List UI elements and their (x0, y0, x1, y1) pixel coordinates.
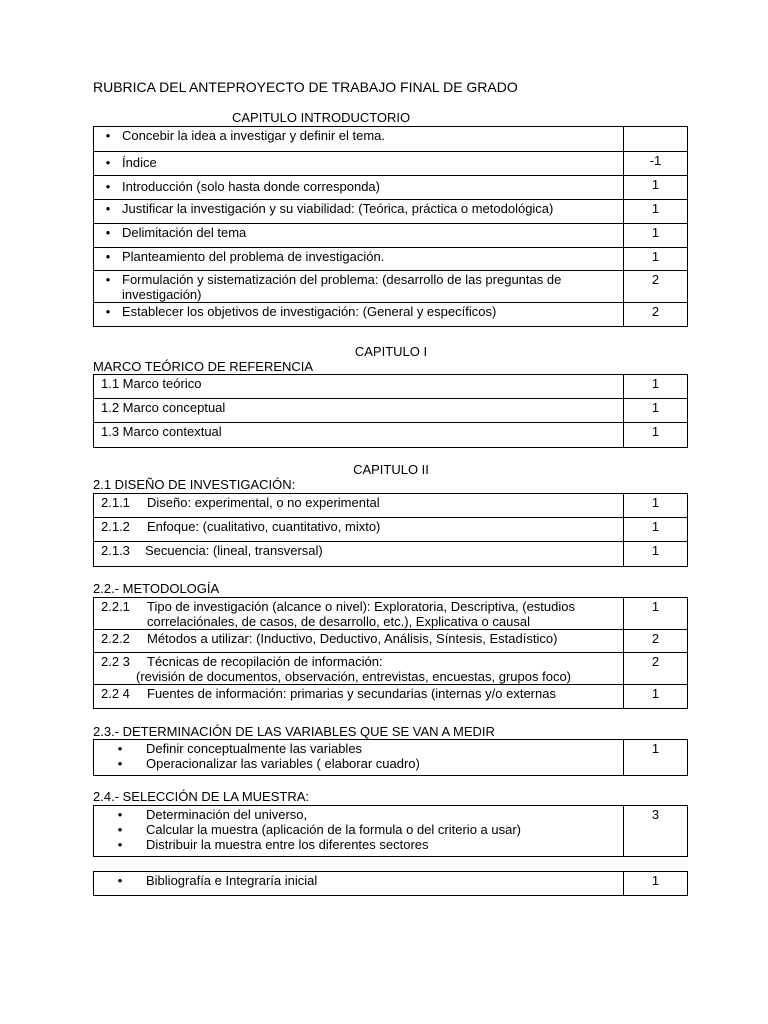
criterion-text: Formulación y sistematización del problema: (desarrollo de las preguntas de investigación) (122, 272, 562, 302)
list-item (94, 807, 623, 822)
cap2-subheading: 2.1 DISEÑO DE INVESTIGACIÓN: (93, 477, 296, 492)
criterion-text: 1.3 Marco contextual (101, 424, 222, 439)
list-item (94, 822, 623, 837)
score-cell: 1 (624, 685, 688, 709)
table-row (94, 127, 688, 152)
criterion-text: 1.2 Marco conceptual (101, 400, 226, 415)
table-row (94, 375, 688, 399)
criterion-text: Fuentes de información: primarias y secundarias (internas y/o externas (147, 686, 556, 701)
table-row (94, 872, 688, 896)
variables-table (93, 739, 688, 776)
item-number: 2.2.1 (101, 599, 130, 614)
score-cell: 1 (624, 598, 688, 630)
bullet-icon: • (117, 741, 123, 756)
bullet-icon: • (117, 837, 123, 852)
criterion-text-continued: (revisión de documentos, observación, entrevistas, encuestas, grupos foco) (136, 669, 572, 684)
criterion-text: Calcular la muestra (aplicación de la formula o del criterio a usar) (146, 822, 521, 837)
table-row (94, 685, 688, 709)
score-cell: 1 (624, 872, 688, 896)
intro-heading: CAPITULO INTRODUCTORIO (232, 110, 411, 125)
diseno-table (93, 493, 688, 567)
criterion-text: Bibliografía e Integraría inicial (146, 873, 318, 888)
metodologia-table (93, 597, 688, 709)
muestra-heading: 2.4.- SELECCIÓN DE LA MUESTRA: (93, 789, 310, 804)
criterion-text-continued: correlaciónales, de casos, de desarrollo, etc.), Explicativa o causal (147, 614, 530, 629)
score-cell: 3 (624, 806, 688, 857)
bullet-icon: • (117, 873, 123, 888)
bullet-icon: • (105, 201, 111, 216)
score-cell: 1 (624, 375, 688, 399)
score-cell: 1 (624, 248, 688, 271)
score-cell: 2 (624, 630, 688, 653)
table-row (94, 200, 688, 224)
table-row (94, 176, 688, 200)
score-cell: 2 (624, 271, 688, 303)
bullet-icon: • (105, 272, 111, 287)
criterion-text: Justificar la investigación y su viabilidad: (Teórica, práctica o metodológica) (122, 201, 554, 216)
criterion-text: Definir conceptualmente las variables (146, 741, 363, 756)
table-row (94, 248, 688, 271)
item-number: 2.1.1 (101, 495, 130, 510)
cap1-heading: CAPITULO I (354, 344, 428, 359)
document-title: RUBRICA DEL ANTEPROYECTO DE TRABAJO FINAL DE GRADO (93, 79, 518, 95)
criterion-text: Técnicas de recopilación de información: (147, 654, 383, 669)
criterion-text: Diseño: experimental, o no experimental (147, 495, 380, 510)
score-cell: 2 (624, 653, 688, 685)
criterion-text: Determinación del universo, (146, 807, 308, 822)
table-row (94, 399, 688, 423)
score-cell: 1 (624, 740, 688, 776)
criterion-text: Concebir la idea a investigar y definir el tema. (122, 128, 386, 143)
score-cell: 1 (624, 518, 688, 542)
score-cell: -1 (624, 152, 688, 176)
score-cell: 1 (624, 224, 688, 248)
item-number: 2.2 3 (101, 654, 130, 669)
criterion-text: 1.1 Marco teórico (101, 376, 202, 391)
score-cell: 1 (624, 423, 688, 448)
table-row (94, 806, 688, 857)
score-cell: 1 (624, 542, 688, 567)
bullet-icon: • (117, 822, 123, 837)
criterion-text: Secuencia: (lineal, transversal) (145, 543, 323, 558)
bibliografia-table (93, 871, 688, 896)
bullet-icon: • (105, 155, 111, 170)
item-number: 2.2 4 (101, 686, 130, 701)
table-row (94, 224, 688, 248)
metodologia-heading: 2.2.- METODOLOGÍA (93, 581, 220, 596)
criterion-text: Índice (122, 155, 157, 170)
table-row (94, 630, 688, 653)
score-cell: 1 (624, 176, 688, 200)
table-row (94, 653, 688, 685)
criterion-text: Planteamiento del problema de investigación. (122, 249, 385, 264)
bullet-icon: • (117, 807, 123, 822)
criterion-text: Establecer los objetivos de investigación: (General y específicos) (122, 304, 497, 319)
cap1-subheading: MARCO TEÓRICO DE REFERENCIA (93, 359, 314, 374)
criterion-text: Delimitación del tema (122, 225, 247, 240)
bullet-icon: • (105, 128, 111, 143)
criterion-text: Enfoque: (cualitativo, cuantitativo, mixto) (147, 519, 381, 534)
bullet-icon: • (105, 249, 111, 264)
table-row (94, 542, 688, 567)
table-row (94, 271, 688, 303)
cap2-heading: CAPITULO II (353, 462, 429, 477)
score-cell: 1 (624, 399, 688, 423)
score-cell: 2 (624, 303, 688, 327)
variables-heading: 2.3.- DETERMINACIÓN DE LAS VARIABLES QUE SE VAN A MEDIR (93, 724, 495, 739)
score-cell: 1 (624, 494, 688, 518)
table-row (94, 303, 688, 327)
item-number: 2.2.2 (101, 631, 130, 646)
cap1-table (93, 374, 688, 448)
intro-table (93, 126, 688, 327)
score-cell (624, 127, 688, 152)
muestra-table (93, 805, 688, 857)
table-row (94, 740, 688, 776)
list-item (94, 756, 623, 771)
criterion-text: Tipo de investigación (alcance o nivel): Exploratoria, Descriptiva, (estudios (147, 599, 575, 614)
criterion-text: Distribuir la muestra entre los diferentes sectores (146, 837, 429, 852)
item-number: 2.1.3 (101, 543, 130, 558)
table-row (94, 494, 688, 518)
criterion-text: Introducción (solo hasta donde corresponda) (122, 179, 380, 194)
table-row (94, 518, 688, 542)
score-cell: 1 (624, 200, 688, 224)
bullet-icon: • (117, 756, 123, 771)
criterion-text: Operacionalizar las variables ( elaborar cuadro) (146, 756, 420, 771)
criterion-text: Métodos a utilizar: (Inductivo, Deductivo, Análisis, Síntesis, Estadístico) (147, 631, 558, 646)
list-item (94, 837, 623, 852)
bullet-icon: • (105, 179, 111, 194)
bullet-icon: • (105, 304, 111, 319)
bullet-icon: • (105, 225, 111, 240)
item-number: 2.1.2 (101, 519, 130, 534)
table-row (94, 598, 688, 630)
table-row (94, 423, 688, 448)
table-row (94, 152, 688, 176)
list-item (94, 741, 623, 756)
